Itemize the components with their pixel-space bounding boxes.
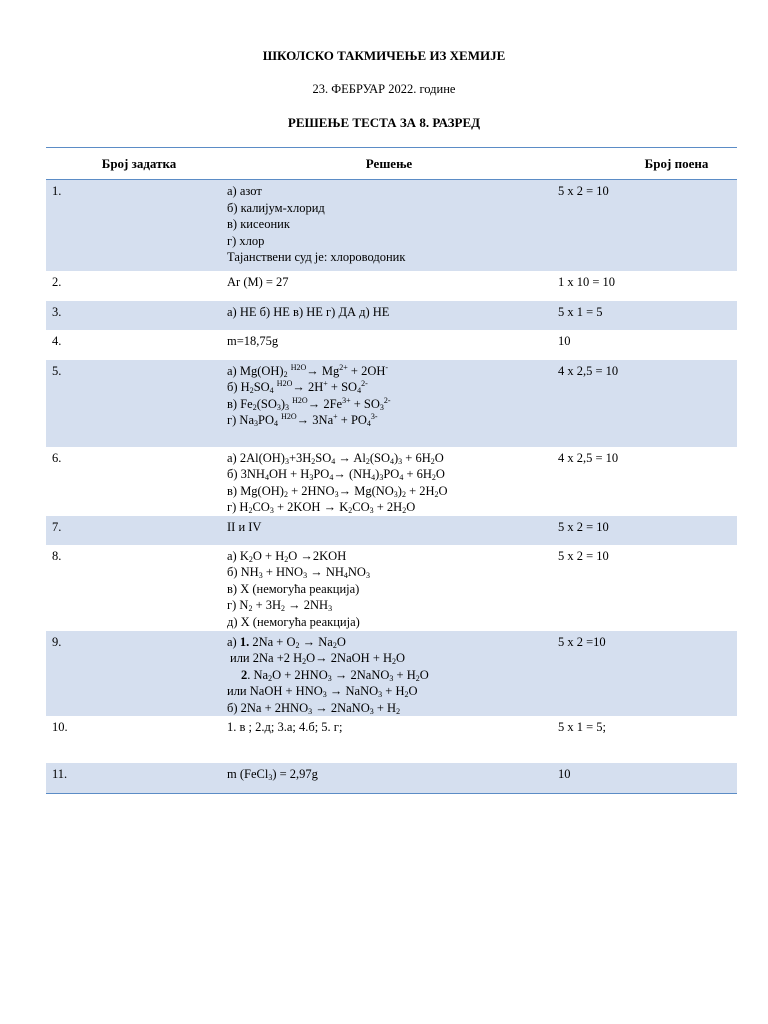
solution-line: г) $N_2 + 3H_2 \to 2NH_3$	[227, 598, 333, 613]
task-points: 4 x 2,5 = 10	[558, 450, 619, 465]
solution-line: в) $Fe_2(SO_3)_3$ $^{H2O}\to 2Fe^{3+} + SO_3^{2-}$	[227, 395, 391, 412]
table-row	[46, 516, 737, 545]
document-subtitle: РЕШЕЊЕ ТЕСТА ЗА 8. РАЗРЕД	[287, 115, 481, 130]
solutions-table	[46, 147, 737, 794]
document-title: ШКОЛСКО ТАКМИЧЕЊЕ ИЗ ХЕМИЈЕ	[262, 48, 506, 63]
solution-line: а) НЕ б) НЕ в) НЕ г) ДА д) НЕ	[227, 304, 390, 319]
task-solution	[222, 271, 556, 301]
solution-line: б) $H_2SO_4$ $^{H2O}\to 2H^+ + SO_4^{2-}$	[227, 379, 368, 395]
solution-line: в) кисеоник	[227, 217, 290, 231]
table-row	[46, 631, 737, 717]
task-points: 5 x 2 = 10	[556, 180, 737, 271]
task-points: 10	[556, 763, 737, 793]
task-number: 4.	[52, 333, 62, 348]
solution-line: б) $3NH_4OH + H_3PO_4\to (NH_4)_3PO_4 + 6H_2O$	[227, 467, 445, 482]
solution-line: Ar (M) = 27	[227, 274, 289, 289]
task-points: 5 x 1 = 5;	[558, 720, 607, 734]
task-solution	[222, 180, 556, 271]
table-row	[46, 360, 737, 447]
solution-line: m (FeCl$_3$) = 2,97g	[227, 767, 318, 782]
solution-line: а) 1. $2Na + O_2 \to Na_2O$	[227, 634, 346, 650]
solution-line: а) азот	[227, 184, 262, 198]
table-row	[46, 301, 737, 330]
solution-line: а) $2Al(OH)_3+3H_2SO_4 \to Al_2(SO_4)_3 + 6H_2O$	[227, 450, 444, 466]
task-number: 5.	[46, 360, 222, 447]
table-header-row	[46, 148, 737, 180]
task-number: 7.	[46, 516, 222, 545]
solution-line: б) $2Na + 2HNO_3$ → 2NaNO$_3$ + $H_2$	[227, 700, 401, 716]
table-row	[46, 545, 737, 631]
task-points: 5 x 2 = 10	[556, 516, 737, 545]
task-number: 9.	[46, 631, 222, 717]
task-number: 8.	[52, 548, 62, 563]
task-number: 3.	[46, 301, 222, 330]
table-body	[46, 180, 737, 794]
table-row	[46, 447, 737, 516]
solution-line: II и IV	[227, 519, 262, 534]
document-date: 23. ФЕБРУАР 2022. године	[312, 82, 456, 96]
task-points: 1 x 10 = 10	[558, 274, 616, 289]
solution-line: а) $K_2O + H_2O \to 2KOH$	[227, 548, 347, 564]
task-points: 5 x 1 = 5	[556, 301, 737, 330]
solution-line: б) калијум-хлорид	[227, 200, 325, 215]
table-row	[46, 180, 737, 271]
task-solution	[222, 545, 556, 631]
column-header-task: Број задатка	[101, 155, 177, 171]
solution-line: б) $NH_3 + HNO_3 \to NH_4NO_3$	[227, 565, 370, 580]
task-points: 4 x 2,5 = 10	[556, 360, 737, 447]
solution-line: 2. $Na_2O + 2HNO_3$ → 2NaNO$_3$ + $H_2O$	[241, 667, 429, 683]
solution-line: а) $Mg(OH)_2$ $^{H2O}\to Mg^{2+} + 2OH^-$	[227, 362, 389, 379]
task-solution	[222, 447, 556, 516]
column-header-points: Број поена	[644, 155, 709, 171]
solution-line: в) $Mg(OH)_2 + 2HNO_3\to Mg(NO_3)_2 + 2H_2O$	[227, 483, 448, 499]
task-solution	[222, 330, 556, 360]
column-header-solution: Решење	[365, 155, 413, 171]
task-points: 5 x 2 = 10	[558, 548, 609, 563]
task-number: 6.	[52, 450, 62, 465]
solution-line: или NaOH + $HNO_3$ → NaNO$_3$ + $H_2O$	[227, 684, 418, 699]
task-solution	[222, 716, 556, 763]
solution-line: д) X (немогућа реакција)	[227, 614, 360, 629]
task-number: 11.	[46, 763, 222, 793]
solution-line: в) X (немогућа реакција)	[227, 581, 360, 596]
task-solution	[222, 631, 556, 717]
solution-line: г) $H_2CO_3 + 2KOH \to K_2CO_3 + 2H_2O$	[227, 500, 416, 515]
task-solution	[222, 301, 556, 330]
solution-line: m=18,75g	[227, 333, 279, 348]
solution-line: Тајанствени суд је: хлороводоник	[227, 250, 406, 264]
table-row	[46, 716, 737, 763]
task-number: 10.	[52, 720, 68, 734]
table-row	[46, 763, 737, 793]
task-points: 5 x 2 =10	[556, 631, 737, 717]
task-number: 2.	[52, 274, 62, 289]
task-points: 10	[558, 333, 571, 348]
task-number: 1.	[46, 180, 222, 271]
task-solution	[222, 763, 556, 793]
solution-line: г) $Na_3PO_4$ $^{H2O}\to 3Na^+ + PO_4^{3-}$	[227, 412, 378, 428]
task-solution	[222, 360, 556, 447]
solution-line: 1. в ; 2.д; 3.а; 4.б; 5. г;	[227, 720, 343, 734]
solution-line: г) хлор	[227, 233, 265, 248]
solution-line: или 2Na +2 $H_2O\to$ 2NaOH + $H_2O$	[230, 651, 406, 666]
table-row	[46, 330, 737, 360]
table-row	[46, 271, 737, 301]
task-solution	[222, 516, 556, 545]
